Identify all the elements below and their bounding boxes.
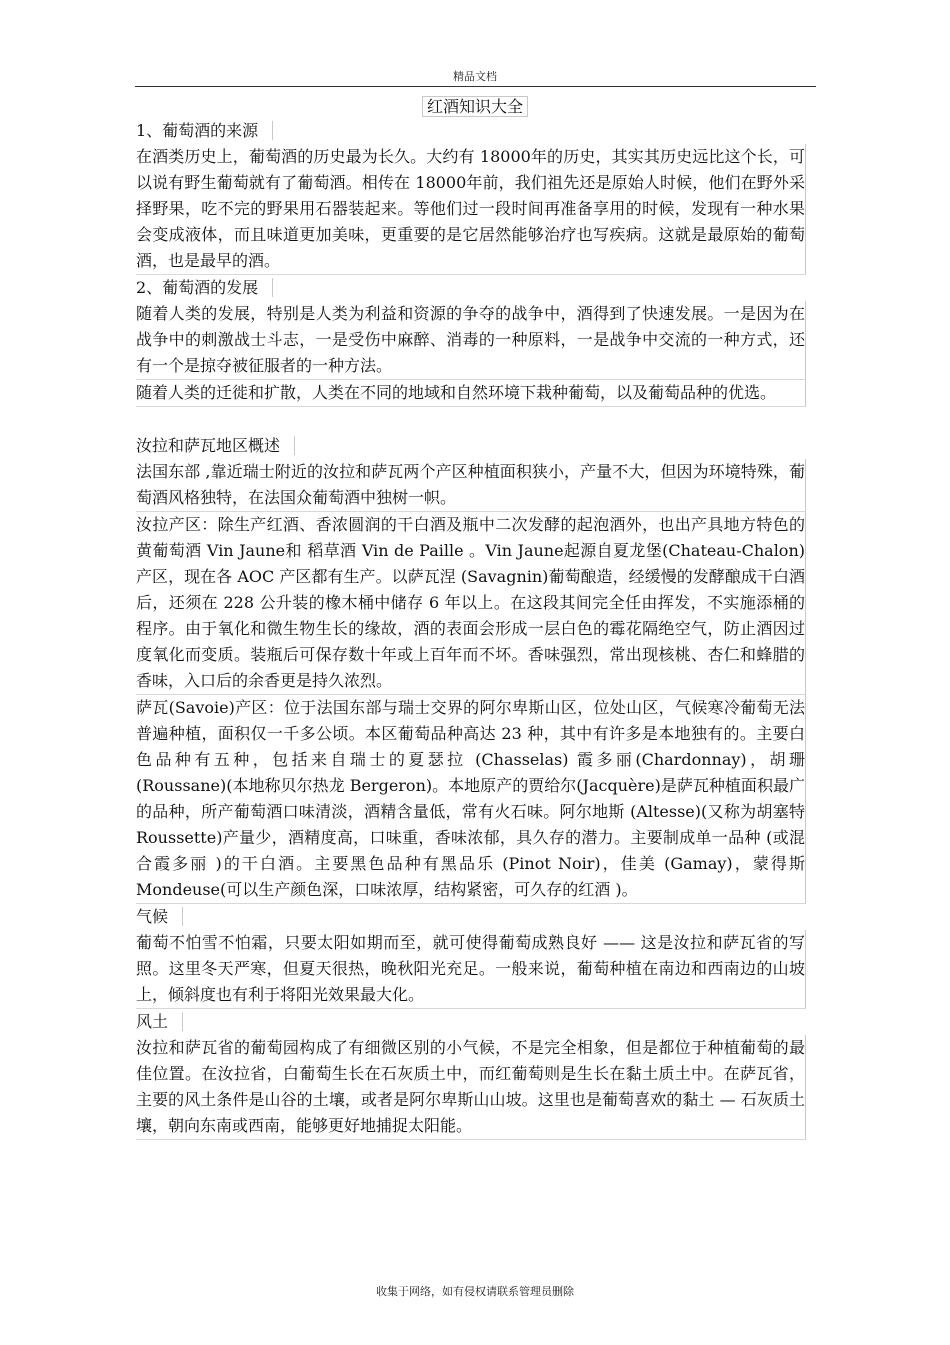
section-heading-origin <box>136 118 806 144</box>
section-heading-text: 2、葡萄酒的发展 <box>136 278 273 297</box>
paragraph-jura: 汝拉产区：除生产红酒、香浓圆润的干白酒及瓶中二次发酵的起泡酒外，也出产具地方特色的 黄葡萄酒 Vin Jaune和 稻草酒 Vin de Paille 。Vin Jaune起源自夏龙堡(Chateau-Chalon)产区，现在各 AOC 产区都有生产。以萨瓦涅 (Savagnin)葡萄酿造，经缓慢的发酵酿成干白酒后，还须在 228 公升装的橡木桶中储存 6 年以上。在这段其间完全任由挥发，不实施添桶的程序。由于氧化和微生物生长的缘故，酒的表面会形成一层白色的霉花隔绝空气，防止酒因过度氧化而变质。装瓶后可保存数十年或上百年而不坏。香味强烈，常出现核桃、杏仁和蜂腊的香味，入口后的余香更是持久浓烈。 <box>136 512 806 695</box>
paragraph-climate: 葡萄不怕雪不怕霜，只要太阳如期而至，就可使得葡萄成熟良好 —— 这是汝拉和萨瓦省的写照。这里冬天严寒，但夏天很热，晚秋阳光充足。一般来说，葡萄种植在南边和西南边的山坡上，倾斜度也有利于将阳光效果最大化。 <box>136 930 806 1009</box>
document-body <box>136 118 806 1140</box>
blank-line <box>136 407 806 433</box>
section-heading-text: 风土 <box>136 1012 183 1031</box>
paragraph-terroir: 汝拉和萨瓦省的葡萄园构成了有细微区别的小气候，不是完全相象，但是都位于种植葡萄的最佳位置。在汝拉省，白葡萄生长在石灰质土中，而红葡萄则是生长在黏土质土中。在萨瓦省，主要的风土条件是山谷的土壤，或者是阿尔卑斯山山坡。这里也是葡萄喜欢的黏土 — 石灰质土壤，朝向东南或西南，能够更好地捕捉太阳能。 <box>136 1035 806 1140</box>
header-divider <box>135 86 816 87</box>
section-heading-text: 1、葡萄酒的来源 <box>136 121 273 140</box>
document-title-wrap <box>0 94 950 117</box>
section-heading-climate <box>136 904 806 930</box>
section-heading-jura-savoie <box>136 433 806 459</box>
section-heading-terroir <box>136 1009 806 1035</box>
paragraph-origin: 在酒类历史上，葡萄酒的历史最为长久。大约有 18000年的历史，其实其历史远比这个长，可以说有野生葡萄就有了葡萄酒。相传在 18000年前，我们祖先还是原始人时候，他们在野外采择野果，吃不完的野果用石器装起来。等他们过一段时间再准备享用的时候，发现有一种水果会变成液体，而且味道更加美味，更重要的是它居然能够治疗也写疾病。这就是最原始的葡萄酒，也是最早的酒。 <box>136 144 806 275</box>
page-header: 精品文档 <box>453 70 497 83</box>
document-title: 红酒知识大全 <box>422 96 528 117</box>
section-heading-text: 汝拉和萨瓦地区概述 <box>136 436 295 455</box>
page-footer: 收集于网络，如有侵权请联系管理员删除 <box>376 1285 574 1298</box>
section-heading-development <box>136 275 806 301</box>
section-heading-text: 气候 <box>136 907 183 926</box>
paragraph-savoie: 萨瓦(Savoie)产区：位于法国东部与瑞士交界的阿尔卑斯山区，位处山区，气候寒冷葡萄无法普遍种植，面积仅一千多公顷。本区葡萄品种高达 23 种，其中有许多是本地独有的。主要白色品种有五种，包括来自瑞士的夏瑟拉 (Chasselas) 霞多丽(Chardonnay)，胡珊 (Roussane)(本地称贝尔热龙 Bergeron)。本地原产的贾给尔(Jacquère)是萨瓦种植面积最广的品种，所产葡萄酒口味清淡，酒精含量低，常有火石味。阿尔地斯 (Altesse)(又称为胡塞特 Roussette)产量少，酒精度高，口味重，香味浓郁，具久存的潜力。主要制成单一品种 (或混合霞多丽 )的干白酒。主要黑色品种有黑品乐 (Pinot Noir)，佳美 (Gamay)，蒙得斯 Mondeuse(可以生产颜色深，口味浓厚，结构紧密，可久存的红酒 )。 <box>136 695 806 904</box>
paragraph-overview: 法国东部 ,靠近瑞士附近的汝拉和萨瓦两个产区种植面积狭小，产量不大，但因为环境特殊，葡萄酒风格独特，在法国众葡萄酒中独树一帜。 <box>136 459 806 512</box>
paragraph-development-war: 随着人类的发展，特别是人类为利益和资源的争夺的战争中，酒得到了快速发展。一是因为在战争中的刺激战士斗志，一是受伤中麻醉、消毒的一种原料，一是战争中交流的一种方式，还有一个是掠夺被征服者的一种方法。 <box>136 301 806 380</box>
paragraph-development-migration: 随着人类的迁徙和扩散，人类在不同的地域和自然环境下栽种葡萄，以及葡萄品种的优选。 <box>136 380 806 407</box>
